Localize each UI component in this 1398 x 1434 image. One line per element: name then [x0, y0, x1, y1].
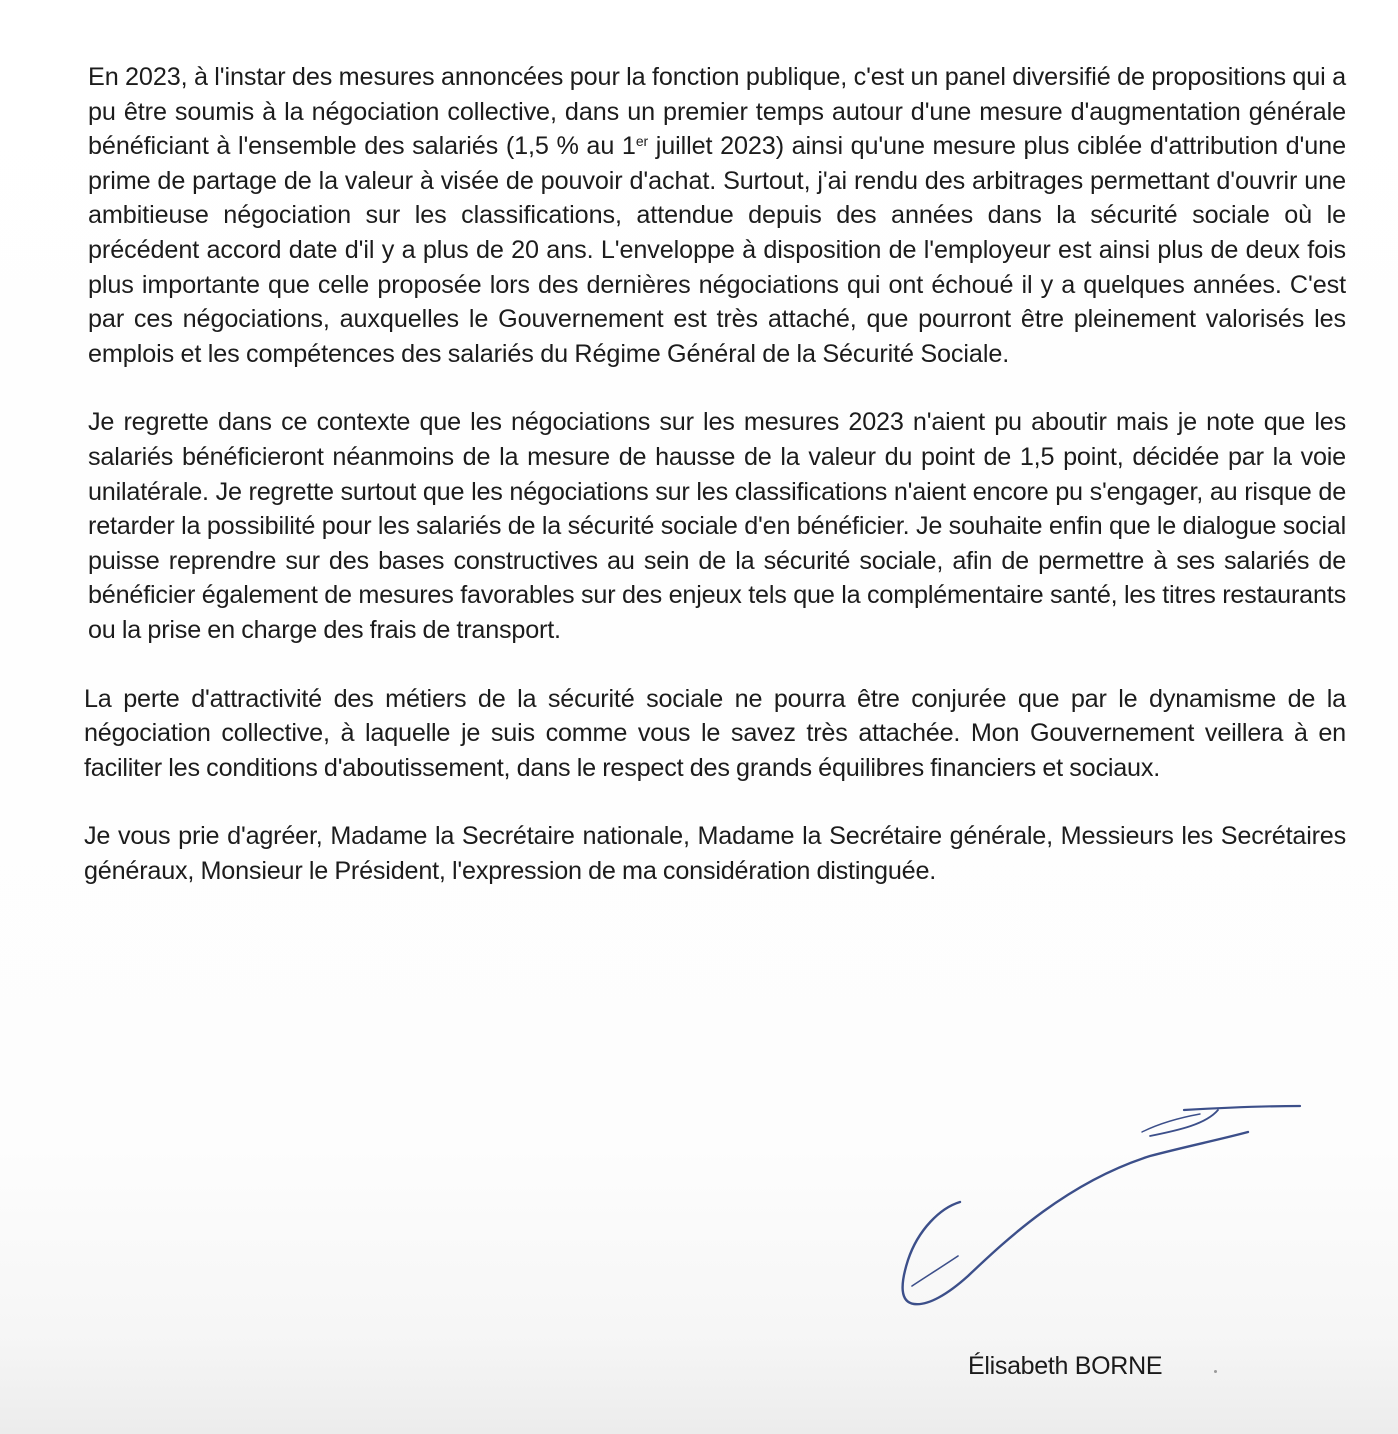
stray-dot [1214, 1370, 1217, 1373]
letter-body [84, 60, 1346, 888]
paragraph-attractiveness: La perte d'attractivité des métiers de la sécurité sociale ne pourra être conjurée que par le dynamisme de la négociation collective, à laquelle je suis comme vous le savez très attachée. Mon Gouvernement veillera à en faciliter les conditions d'aboutissement, dans le respect des grands équilibres financiers et sociaux. [84, 684, 1346, 782]
ordinal-superscript: er [635, 133, 649, 150]
signer-name: Élisabeth BORNE [968, 1352, 1163, 1380]
paragraph-closing-formula: Je vous prie d'agréer, Madame la Secrétaire nationale, Madame la Secrétaire générale, Messieurs les Secrétaires généraux, Monsieur le Président, l'expression de ma considération distinguée. [84, 822, 1346, 885]
paragraph-salary-measures [88, 60, 1346, 371]
paragraph-negotiations-regret: Je regrette dans ce contexte que les négociations sur les mesures 2023 n'aient pu aboutir mais je note que les salariés bénéficieront néanmoins de la mesure de hausse de la valeur du point de 1,5 point, décidée par la voie unilatérale. Je regrette surtout que les négociations sur les classifications n'aient encore pu s'engager, au risque de retarder la possibilité pour les salariés de la sécurité sociale d'en bénéficier. Je souhaite enfin que le dialogue social puisse reprendre sur des bases constructives au sein de la sécurité sociale, afin de permettre à ses salariés de bénéficier également de mesures favorables sur des enjeux tels que la complémentaire santé, les titres restaurants ou la prise en charge des frais de transport. [88, 408, 1346, 644]
handwritten-signature [888, 1090, 1318, 1320]
paragraph-1-text-end: juillet 2023) ainsi qu'une mesure plus ciblée d'attribution d'une prime de partage de la valeur à visée de pouvoir d'achat. Surtout, j'ai rendu des arbitrages permettant d'ouvrir une ambitieuse négociation sur les classifications, attendue depuis des années dans la sécurité sociale où le précédent accord date d'il y a plus de 20 ans. L'enveloppe à disposition de l'employeur est ainsi plus de deux fois plus importante que celle proposée lors des dernières négociations qui ont échoué il y a quelques années. C'est par ces négociations, auxquelles le Gouvernement est très attaché, que pourront être pleinement valorisés les emplois et les compétences des salariés du Régime Général de la Sécurité Sociale. [88, 132, 1346, 368]
paragraph-1-text-start: En 2023, à l'instar des mesures annoncées pour la fonction publique, c'est un panel diversifié de propositions qui a pu être soumis à la négociation collective, dans un premier temps autour d'une mesure d'augmentation générale bénéficiant à l'ensemble des salariés (1,5 % au 1 [88, 63, 1346, 161]
